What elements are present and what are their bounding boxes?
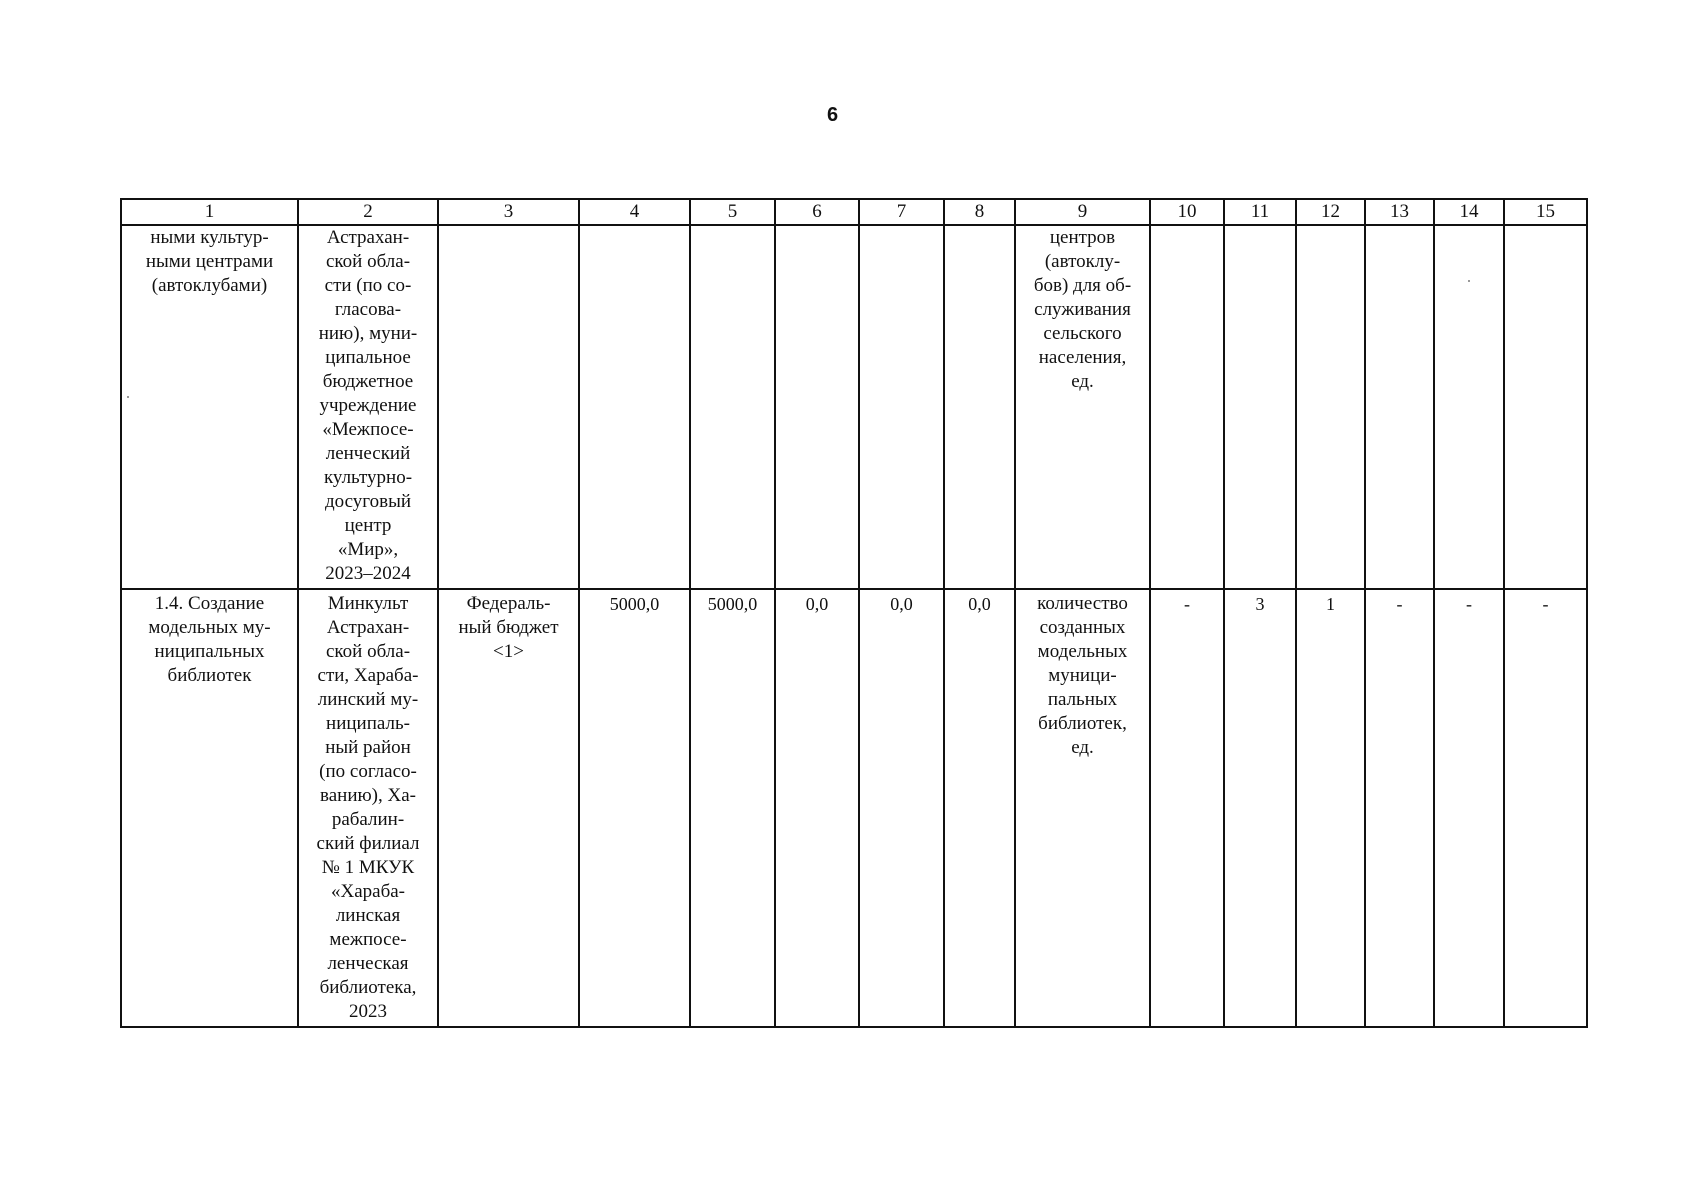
cell-line: сти, Хараба-	[317, 665, 419, 686]
value-cell: -	[1434, 589, 1504, 1027]
cell-line: служивания	[1034, 299, 1131, 320]
cell-line: библиотек,	[1038, 713, 1127, 734]
cell-line: бов) для об-	[1033, 275, 1132, 296]
cell-line: модельных	[1037, 641, 1128, 662]
value-cell: -	[1504, 589, 1587, 1027]
cell-line: № 1 МКУК	[321, 857, 415, 878]
value-cell: 0,0	[859, 589, 944, 1027]
cell-line: Астрахан-	[326, 617, 410, 638]
column-number: 12	[1296, 199, 1365, 225]
cell-line: ский филиал	[316, 833, 420, 854]
value-cell	[1365, 225, 1434, 589]
value-cell	[690, 225, 775, 589]
column-number: 4	[579, 199, 690, 225]
column-number: 15	[1504, 199, 1587, 225]
measure-name-cell	[121, 225, 298, 589]
cell-line: линский му-	[317, 689, 419, 710]
column-number: 11	[1224, 199, 1296, 225]
cell-line: количество	[1037, 593, 1128, 614]
value-cell	[1504, 225, 1587, 589]
cell-line: «Мир»,	[337, 539, 399, 560]
column-number: 6	[775, 199, 859, 225]
value-cell: 5000,0	[690, 589, 775, 1027]
cell-line: ед.	[1071, 371, 1094, 392]
indicator-cell	[1015, 589, 1150, 1027]
value-cell	[775, 225, 859, 589]
cell-line: «Межпосе-	[322, 419, 414, 440]
column-numbers-row	[121, 199, 1587, 225]
scan-speck	[127, 396, 129, 398]
cell-line: бюджетное	[322, 371, 414, 392]
cell-line: ед.	[1071, 737, 1094, 758]
value-cell	[579, 225, 690, 589]
cell-line: рабалин-	[331, 809, 405, 830]
value-cell: -	[1365, 589, 1434, 1027]
cell-line: <1>	[493, 641, 524, 662]
cell-line: ванию), Ха-	[320, 785, 416, 806]
cell-line: ниципальных	[154, 641, 265, 662]
column-number: 8	[944, 199, 1015, 225]
table-row	[121, 589, 1587, 1027]
cell-line: межпосе-	[329, 929, 407, 950]
indicator-cell	[1015, 225, 1150, 589]
value-cell: 5000,0	[579, 589, 690, 1027]
cell-line: 2023–2024	[325, 563, 411, 584]
cell-line: (по согласо-	[319, 761, 417, 782]
value-cell	[1150, 225, 1224, 589]
cell-line: «Хараба-	[330, 881, 405, 902]
cell-line: ными центрами	[145, 251, 274, 272]
cell-line: ской обла-	[325, 251, 411, 272]
scan-speck	[1468, 280, 1470, 282]
cell-line: Федераль-	[466, 593, 551, 614]
cell-line: модельных му-	[148, 617, 271, 638]
cell-line: гласова-	[334, 299, 402, 320]
value-cell	[1224, 225, 1296, 589]
cell-line: учреждение	[319, 395, 417, 416]
cell-line: ный район	[325, 737, 411, 758]
cell-line: центр	[344, 515, 392, 536]
cell-line: сельского	[1043, 323, 1122, 344]
column-number: 7	[859, 199, 944, 225]
cell-line: Минкульт	[327, 593, 409, 614]
table-row	[121, 225, 1587, 589]
cell-line: созданных	[1039, 617, 1126, 638]
funding-source-cell	[438, 225, 579, 589]
cell-line: культурно-	[323, 467, 413, 488]
cell-line: 1.4. Создание	[154, 593, 265, 614]
value-cell	[859, 225, 944, 589]
cell-line: нию), муни-	[318, 323, 418, 344]
value-cell: 1	[1296, 589, 1365, 1027]
cell-line: населения,	[1038, 347, 1127, 368]
column-number: 1	[121, 199, 298, 225]
cell-line: линская	[335, 905, 401, 926]
cell-line: 2023	[349, 1001, 387, 1022]
program-measures-table	[120, 198, 1588, 1028]
column-number: 10	[1150, 199, 1224, 225]
cell-line: библиотек	[167, 665, 252, 686]
cell-line: ципальное	[325, 347, 411, 368]
value-cell: 0,0	[944, 589, 1015, 1027]
cell-line: ской обла-	[325, 641, 411, 662]
executor-cell	[298, 589, 438, 1027]
column-number: 3	[438, 199, 579, 225]
cell-line: досуговый	[324, 491, 412, 512]
cell-line: Астрахан-	[326, 227, 410, 248]
cell-line: ленческий	[325, 443, 411, 464]
value-cell	[944, 225, 1015, 589]
executor-cell	[298, 225, 438, 589]
cell-line: ленческая	[327, 953, 409, 974]
cell-line: ными культур-	[150, 227, 269, 248]
value-cell: 3	[1224, 589, 1296, 1027]
measure-name-cell	[121, 589, 298, 1027]
column-number: 13	[1365, 199, 1434, 225]
value-cell: 0,0	[775, 589, 859, 1027]
column-number: 9	[1015, 199, 1150, 225]
cell-line: центров	[1049, 227, 1116, 248]
page-number: 6	[826, 104, 839, 126]
column-number: 2	[298, 199, 438, 225]
funding-source-cell	[438, 589, 579, 1027]
cell-line: муници-	[1048, 665, 1117, 686]
cell-line: сти (по со-	[324, 275, 412, 296]
column-number: 14	[1434, 199, 1504, 225]
column-number: 5	[690, 199, 775, 225]
cell-line: ниципаль-	[326, 713, 410, 734]
value-cell	[1296, 225, 1365, 589]
cell-line: ный бюджет	[458, 617, 559, 638]
cell-line: пальных	[1047, 689, 1118, 710]
cell-line: (автоклу-	[1044, 251, 1121, 272]
value-cell: -	[1150, 589, 1224, 1027]
cell-line: библиотека,	[319, 977, 417, 998]
cell-line: (автоклубами)	[151, 275, 268, 296]
